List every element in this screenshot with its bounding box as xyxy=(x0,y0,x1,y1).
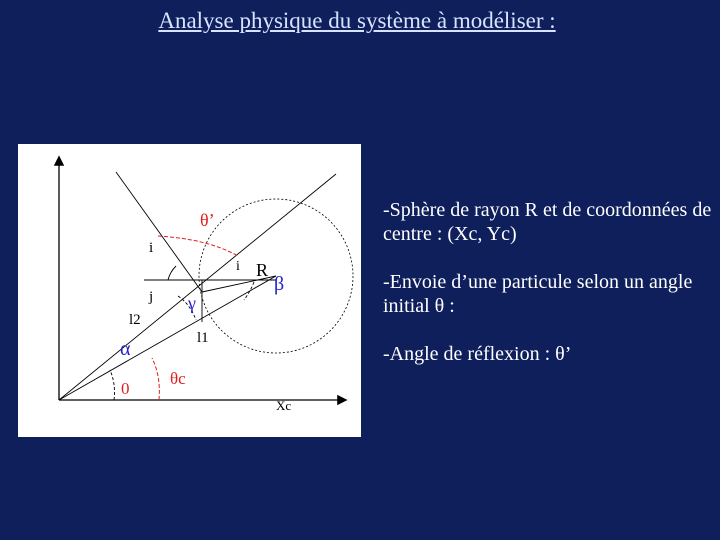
label-theta0: 0 xyxy=(121,379,130,398)
label-xc: Xc xyxy=(276,398,292,413)
incident-ray xyxy=(59,174,336,400)
geometry-diagram xyxy=(18,144,361,437)
i-arc xyxy=(168,266,176,280)
diagram-svg xyxy=(18,144,361,437)
reflected-ray xyxy=(116,172,202,292)
label-alpha: α xyxy=(120,338,131,360)
bullet-particle: -Envoie d’une particule selon un angle initial θ : xyxy=(383,271,693,317)
slide-title: Analyse physique du système à modéliser : xyxy=(158,8,556,33)
label-theta-c: θc xyxy=(170,369,186,388)
label-i-top: i xyxy=(149,240,154,256)
label-theta-prime: θ’ xyxy=(200,210,215,230)
label-gamma: γ xyxy=(188,293,196,313)
theta-c-arc xyxy=(152,358,159,400)
alpha-arc xyxy=(110,370,115,400)
center-line xyxy=(59,276,276,400)
label-R: R xyxy=(256,260,269,280)
theta-prime-arc xyxy=(158,236,238,256)
label-l2: l2 xyxy=(129,312,141,328)
bullet-reflection: -Angle de réflexion : θ’ xyxy=(383,343,572,365)
label-j: j xyxy=(149,289,154,305)
bullet-list xyxy=(383,198,713,390)
label-i-right: i xyxy=(236,259,240,274)
label-beta: β xyxy=(274,273,285,295)
label-l1: l1 xyxy=(197,330,209,346)
bullet-sphere: -Sphère de rayon R et de coordonnées de centre : (Xc, Yc) xyxy=(383,199,712,245)
